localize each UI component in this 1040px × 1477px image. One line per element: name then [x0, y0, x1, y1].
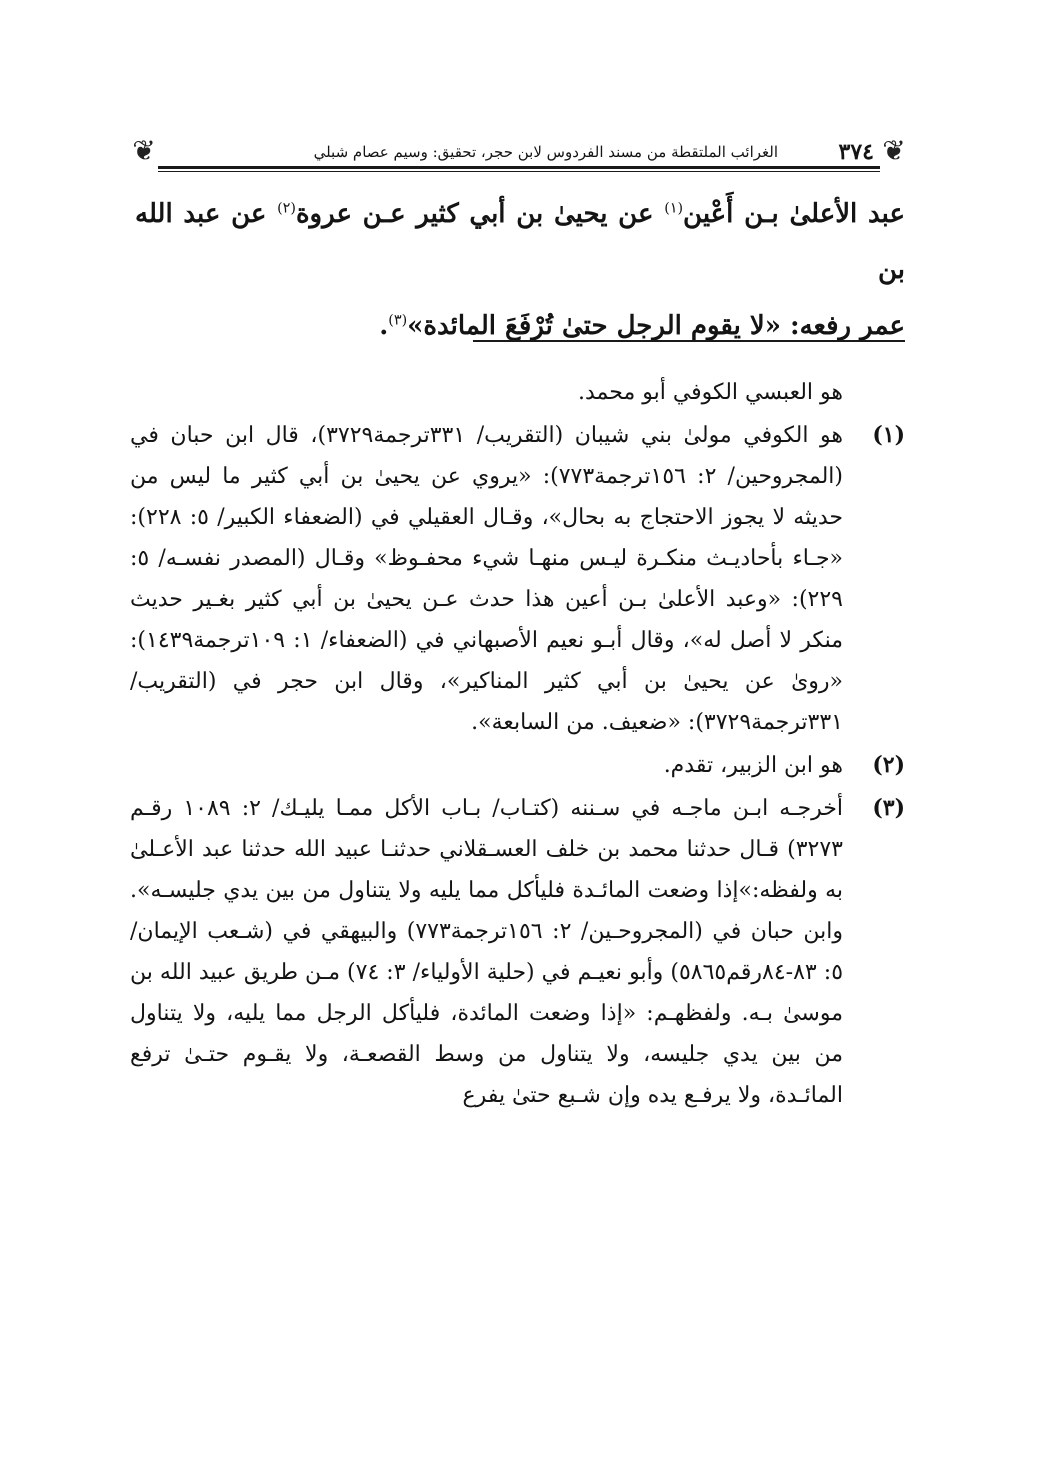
ornament-right-icon: ❦: [882, 134, 906, 167]
footnote-text: هو ابن الزبير، تقدم.: [663, 753, 843, 778]
ornament-left-icon: ❦: [132, 134, 156, 167]
footnotes: [130, 372, 905, 1118]
footnote-text: هو الكوفي مولىٰ بني شيبان (التقريب/ ٣٣١ترجمة٣٧٢٩)، قال ابن حبان في (المجروحين/ ٢: ١٥٦ترجمة٧٧٣): «يروي عن يحيىٰ بن أبي كثير ما ليس من حديثه لا يجوز الاحتجاج به بحال»، وقـال العقيلي في (الضعفاء الكبير/ ٥: ٢٢٨): «جـاء بأحاديـث منكـرة ليـس منهـا شيء محفـوظ» وقـال (المصدر نفسـه/ ٥: ٢٢٩): «وعبد الأعلىٰ بـن أعين هذا حدث عـن يحيىٰ بن أبي كثير بغـير حديث منكر لا أصل له»، وقال أبـو نعيم الأصبهاني في (الضعفاء/ ١: ١٠٩ترجمة١٤٣٩): «روىٰ عن يحيىٰ بن أبي كثير المناكير»، وقال ابن حجر في (التقريب/ ٣٣١ترجمة٣٧٢٩): «ضعيف. من السابعة».: [130, 423, 844, 735]
footnote-ref-1[interactable]: (١): [664, 200, 684, 217]
footnote-2: [130, 745, 905, 786]
footnote-3: [130, 788, 905, 1116]
footnote-continuation: [130, 372, 905, 413]
footnote-separator: [473, 340, 905, 342]
running-header: [130, 132, 908, 174]
footnote-text: هو العبسي الكوفي أبو محمد.: [578, 380, 843, 405]
footnote-text: أخرجـه ابـن ماجـه في سـننه (كتـاب/ بـاب الأكل ممـا يليـك/ ٢: ١٠٨٩ رقـم ٣٢٧٣) قـال حدثنا محمد بن خلف العسـقلاني حدثنـا عبيد الله حدثنا عبد الأعـلىٰ به ولفظه:»إذا وضعت المائـدة فليأكل مما يليه ولا يتناول من بين يدي جليسـه». وابن حبان في (المجروحـين/ ٢: ١٥٦ترجمة٧٧٣) والبيهقي في (شـعب الإيمان/ ٥: ٨٣-٨٤رقم٥٨٦٥) وأبو نعيـم في (حلية الأولياء/ ٣: ٧٤) مـن طريق عبيد الله بن موسىٰ بـه. ولفظهـم: «إذا وضعت المائدة، فليأكل الرجل مما يليه، ولا يتناول من بين يدي جليسه، ولا يتناول من وسط القصعـة، ولا يقـوم حتـىٰ ترفع المائـدة، ولا يرفـع يده وإن شـبع حتىٰ يفرع: [130, 796, 844, 1108]
hadith-text: [135, 186, 905, 354]
main-line-1: عبد الأعلىٰ بـن أَعْين$^{(١)}$ عن يحيىٰ بن أبي كثير عـن عروة$^{(٢)}$ عن عبد الله بن: [135, 199, 905, 285]
footnote-number: (٢): [872, 752, 905, 778]
page-number: ٣٧٤: [838, 139, 874, 165]
main-line-2: عمر رفعه: «لا يقوم الرجل حتىٰ تُرْفَعَ المائدة»$^{(٣)}$.: [379, 311, 905, 341]
footnote-ref-2[interactable]: (٢): [277, 200, 296, 217]
running-title: الغرائب الملتقطة من مسند الفردوس لابن حجر، تحقيق: وسيم عصام شبلي: [313, 143, 778, 161]
header-rule-thin: [158, 171, 880, 172]
footnote-ref-3[interactable]: (٣): [388, 312, 408, 329]
footnote-1: [130, 415, 905, 743]
header-rule-heavy: [158, 166, 880, 169]
footnote-number: (١): [872, 422, 905, 448]
footnote-number: (٣): [872, 795, 905, 821]
